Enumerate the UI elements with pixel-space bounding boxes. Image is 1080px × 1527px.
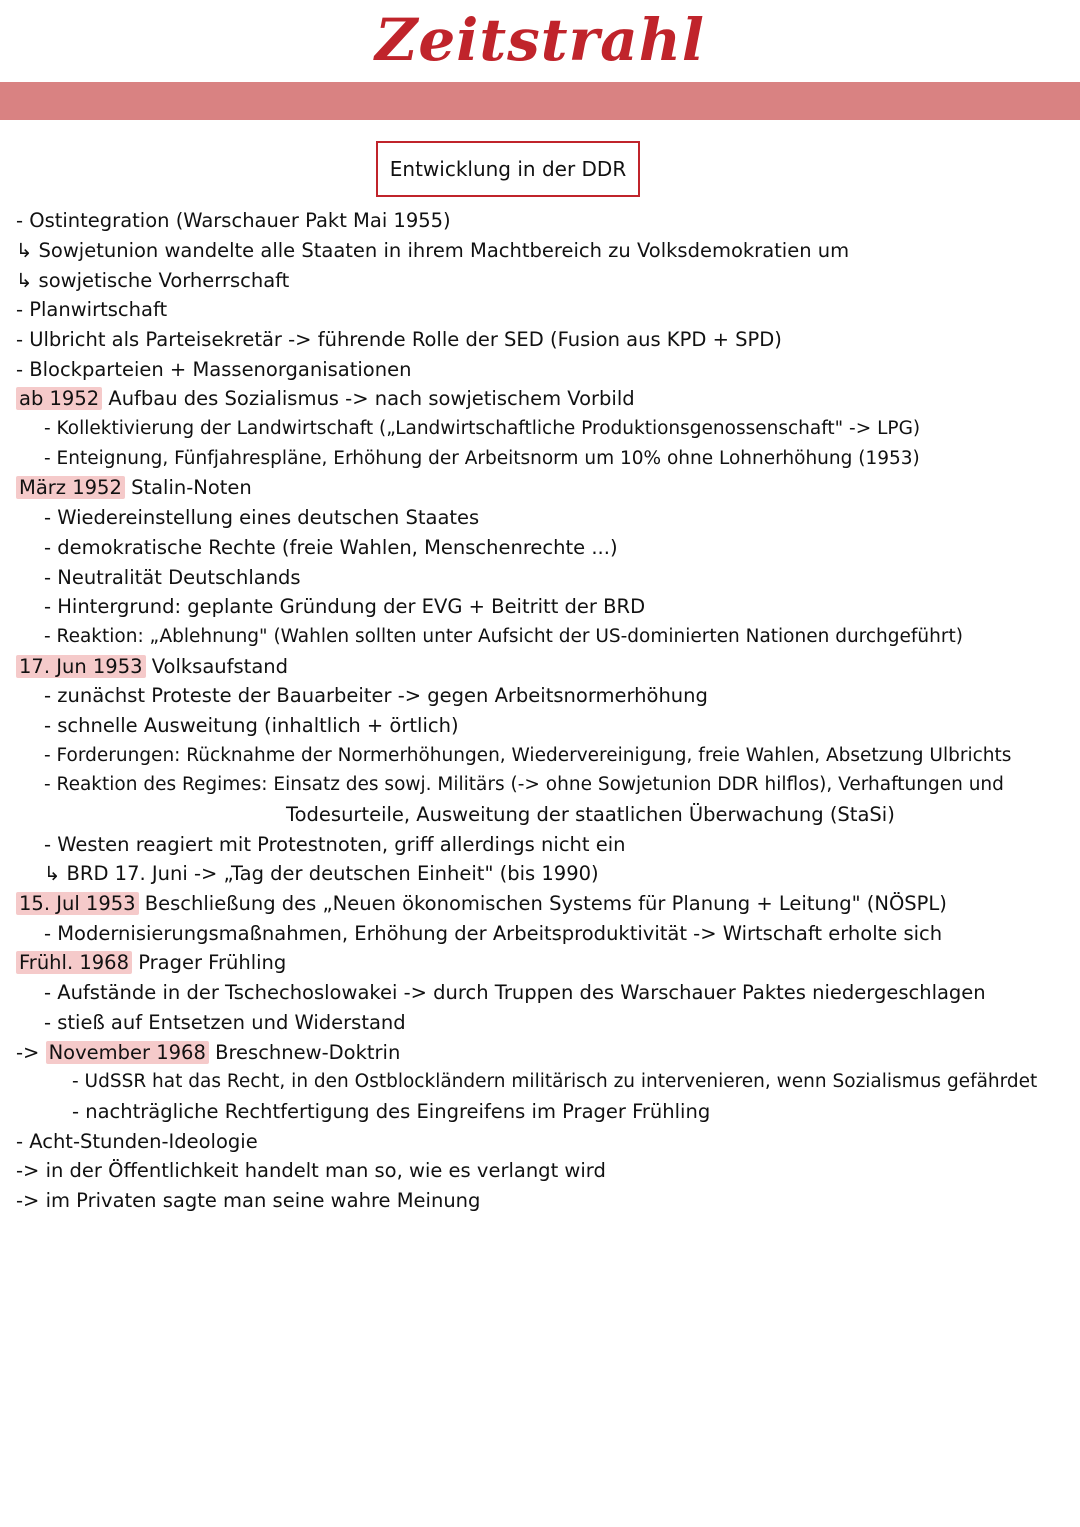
note-line: Todesurteile, Ausweitung der staatlichen Überwachung (StaSi): [286, 803, 895, 826]
note-line: - Neutralität Deutschlands: [44, 566, 301, 589]
note-line: ↳ sowjetische Vorherrschaft: [16, 269, 290, 292]
date-label: ab 1952: [16, 387, 102, 410]
note-line: - zunächst Proteste der Bauarbeiter -> gegen Arbeitsnormerhöhung: [44, 684, 708, 707]
note-line: - Wiedereinstellung eines deutschen Staates: [44, 506, 480, 529]
note-line: - Ostintegration (Warschauer Pakt Mai 1955): [16, 209, 451, 232]
title-band: [0, 82, 1080, 120]
timeline-entry: 17. Jun 1953 Volksaufstand: [16, 652, 288, 682]
note-line: - Blockparteien + Massenorganisationen: [16, 358, 412, 381]
note-line: - Reaktion des Regimes: Einsatz des sowj. Militärs (-> ohne Sowjetunion DDR hilflos), Verhaftungen und: [44, 774, 1004, 795]
note-line: - Westen reagiert mit Protestnoten, griff allerdings nicht ein: [44, 833, 626, 856]
page-title: Zeitstrahl: [375, 6, 705, 74]
timeline-entry: -> November 1968 Breschnew-Doktrin: [16, 1041, 401, 1064]
note-line: - stieß auf Entsetzen und Widerstand: [44, 1011, 406, 1034]
note-line: - Enteignung, Fünfjahrespläne, Erhöhung der Arbeitsnorm um 10% ohne Lohnerhöhung (1953): [44, 448, 920, 469]
date-label: März 1952: [16, 476, 125, 499]
note-line: - schnelle Ausweitung (inhaltlich + örtlich): [44, 714, 459, 737]
date-label: 15. Jul 1953: [16, 892, 139, 915]
timeline-entry: Frühl. 1968 Prager Frühling: [16, 948, 286, 978]
note-line: ↳ BRD 17. Juni -> „Tag der deutschen Einheit" (bis 1990): [44, 862, 599, 885]
note-line: - Aufstände in der Tschechoslowakei -> durch Truppen des Warschauer Paktes niedergeschlagen: [44, 981, 986, 1004]
note-line: - Hintergrund: geplante Gründung der EVG + Beitritt der BRD: [44, 595, 646, 618]
note-line: -> im Privaten sagte man seine wahre Meinung: [16, 1189, 481, 1212]
date-label: 17. Jun 1953: [16, 655, 146, 678]
date-label: November 1968: [46, 1041, 209, 1064]
section-heading: Entwicklung in der DDR: [376, 141, 640, 197]
note-line: - Ulbricht als Parteisekretär -> führende Rolle der SED (Fusion aus KPD + SPD): [16, 328, 782, 351]
note-line: -> in der Öffentlichkeit handelt man so, wie es verlangt wird: [16, 1159, 606, 1182]
note-line: - demokratische Rechte (freie Wahlen, Menschenrechte ...): [44, 536, 618, 559]
note-line: - nachträgliche Rechtfertigung des Eingreifens im Prager Frühling: [72, 1100, 711, 1123]
note-line: - Acht-Stunden-Ideologie: [16, 1130, 258, 1153]
note-line: - Kollektivierung der Landwirtschaft („Landwirtschaftliche Produktionsgenossenschaft" -> LPG): [44, 418, 921, 439]
timeline-entry: März 1952 Stalin-Noten: [16, 473, 252, 503]
notes-body: [0, 206, 1080, 1216]
note-line: - Forderungen: Rücknahme der Normerhöhungen, Wiedervereinigung, freie Wahlen, Absetzung Ulbrichts: [44, 745, 1012, 766]
note-line: - Reaktion: „Ablehnung" (Wahlen sollten unter Aufsicht der US-dominierten Nationen durchgeführt): [44, 626, 963, 647]
timeline-entry: ab 1952 Aufbau des Sozialismus -> nach sowjetischem Vorbild: [16, 384, 635, 414]
note-line: - Planwirtschaft: [16, 298, 168, 321]
note-line: - UdSSR hat das Recht, in den Ostblockländern militärisch zu intervenieren, wenn Sozialismus gefährdet: [72, 1071, 1038, 1092]
note-line: ↳ Sowjetunion wandelte alle Staaten in ihrem Machtbereich zu Volksdemokratien um: [16, 239, 850, 262]
timeline-entry: 15. Jul 1953 Beschließung des „Neuen ökonomischen Systems für Planung + Leitung" (NÖSPL): [16, 889, 947, 919]
note-line: - Modernisierungsmaßnahmen, Erhöhung der Arbeitsproduktivität -> Wirtschaft erholte sich: [44, 922, 943, 945]
date-label: Frühl. 1968: [16, 951, 132, 974]
